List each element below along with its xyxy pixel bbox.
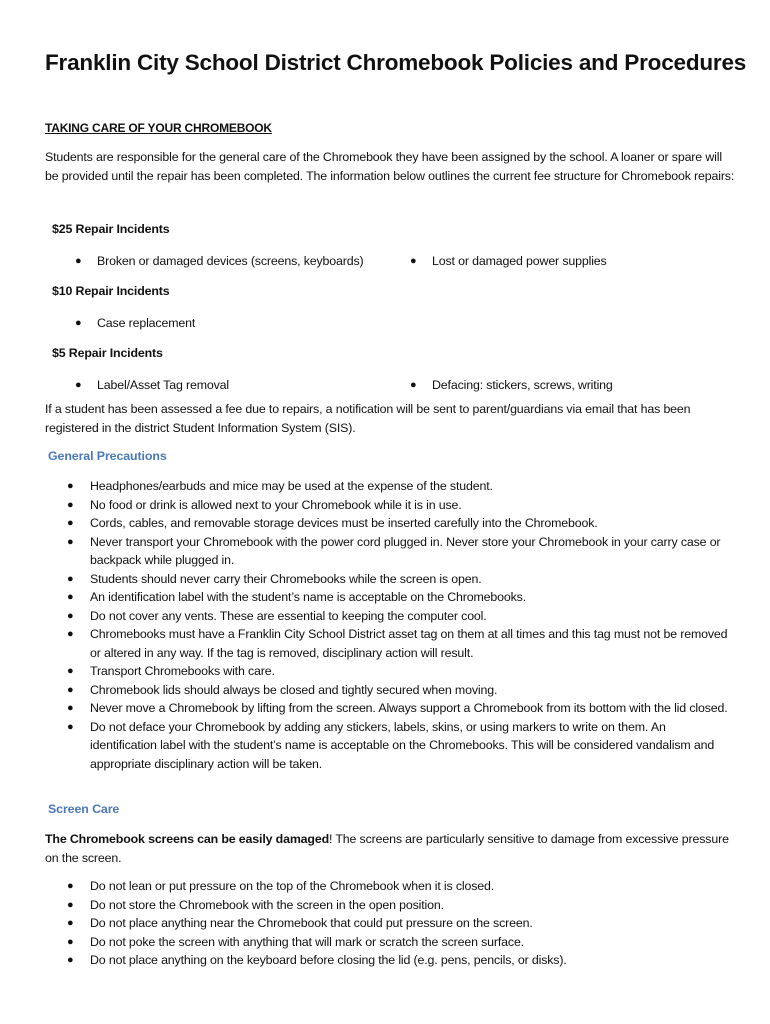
bullet-icon: ●: [67, 535, 74, 548]
list-item: ● Chromebook lids should always be closed and tightly secured when moving.: [45, 681, 735, 700]
list-item: ● An identification label with the student’s name is acceptable on the Chromebooks.: [45, 588, 735, 607]
screen-intro-bold: The Chromebook screens can be easily damaged: [45, 832, 329, 846]
fee25-label: $25 Repair Incidents: [52, 222, 170, 236]
list-item: ● Students should never carry their Chromebooks while the screen is open.: [45, 570, 735, 589]
bullet-icon: ●: [75, 379, 82, 391]
document-page: Franklin City School District Chromebook Policies and Procedures TAKING CARE OF YOUR CHROMEBOOK Students are responsible for the general care of the Chromebook they have been assigned by the school. A loaner or spare will be provided until the repair has been completed. The information below outlines the current fee structure for Chromebook repairs: $25 Repair Incidents ● Broken or damaged devices (screens, keyboards) ● Lost or damaged power supplies $10 Repair Incidents ● Case replacement $5 Repair Incidents ● Label/Asset Tag removal ● Defacing: stickers, screws, writing If a student has been assessed a fee due to repairs, a notification will be sent to parent/guardians via email that has been registered in the district Student Information System (SIS). General Precautions ● Headphones/earbuds and mice may be used at the expense of the student. ● No food or drink is allowed next to your Chromebook while it is in use. ● Cords, cables, and removable storage devices must be inserted carefully into the Chromebook. ● Never transport your Chromebook with the power cord plugged in. Never store your Chromebook in your carry case or backpack while plugged in. ● Students should never carry their Chromebooks while the screen is open. ● An identification label with the student’s name is acceptable on the Chromebooks. ● Do not cover any vents. These are essential to keeping the computer cool. ● Chromebooks must have a Franklin City School District asset tag on them at all times and this tag must not be removed or altered in any way. If the tag is removed, disciplinary action will result. ● Transport Chromebooks with care. ● Chromebook lids should always be closed and tightly secured when moving. ● Never move a Chromebook by lifting from the screen. Always support a Chromebook from its bottom with the lid closed. ● Do not deface your Chromebook by adding any stickers, labels, skins, or using markers to write on them. An identification label with the student’s name is acceptable on the Chromebooks. This will be considered vandalism and appropriate disciplinary action will be taken. Screen Care The Chromebook screens can be easily damaged! The screens are particularly sensitive to damage from excessive pressure on the screen. ● Do not lean or put pressure on the top of the Chromebook when it is closed. ● Do not store the Chromebook with the screen in the open position. ● Do not place anything near the Chromebook that could put pressure on the screen. ● Do not poke the screen with anything that will mark or scratch the screen surface. ● Do not place anything on the keyboard before closing the lid (e.g. pens, pencils, or disks).: [0, 0, 770, 1024]
care-heading: TAKING CARE OF YOUR CHROMEBOOK: [45, 121, 272, 135]
bullet-icon: ●: [410, 379, 417, 391]
bullet-icon: ●: [67, 609, 74, 622]
bullet-icon: ●: [67, 898, 74, 911]
list-item: ● Do not place anything near the Chromebook that could put pressure on the screen.: [45, 914, 735, 933]
bullet-icon: ●: [67, 917, 74, 929]
precautions-heading: General Precautions: [48, 449, 167, 463]
bullet-icon: ●: [67, 720, 74, 733]
bullet-icon: ●: [67, 480, 74, 492]
bullet-icon: ●: [67, 517, 74, 529]
bullet-icon: ●: [75, 255, 82, 267]
bullet-icon: ●: [410, 255, 417, 267]
bullet-icon: ●: [67, 935, 74, 948]
screen-care-list: [45, 877, 735, 970]
list-item: ● Do not deface your Chromebook by adding any stickers, labels, skins, or using markers to write on them. An identification label with the student’s name is acceptable on the Chromebooks. This will be considered vandalism and appropriate disciplinary action will be taken.: [67, 719, 715, 771]
list-item: ● Do not cover any vents. These are essential to keeping the computer cool.: [45, 607, 735, 626]
list-item: ● Do not lean or put pressure on the top of the Chromebook when it is closed.: [45, 877, 735, 896]
list-item: ● No food or drink is allowed next to your Chromebook while it is in use.: [45, 496, 735, 515]
bullet-icon: ●: [67, 628, 74, 640]
bullet-icon: ●: [67, 498, 74, 511]
screen-intro: [45, 830, 735, 867]
list-item: ● Never move a Chromebook by lifting from the screen. Always support a Chromebook from its bottom with the lid closed.: [45, 699, 735, 718]
list-item: ● Do not store the Chromebook with the screen in the open position.: [45, 896, 735, 915]
page-title: Franklin City School District Chromebook Policies and Procedures: [45, 50, 747, 75]
bullet-icon: ●: [75, 317, 82, 329]
list-item: ● Cords, cables, and removable storage devices must be inserted carefully into the Chromebook.: [45, 514, 735, 533]
precautions-list: [45, 477, 735, 773]
bullet-icon: ●: [67, 880, 74, 892]
list-item: ● Transport Chromebooks with care.: [45, 662, 735, 681]
list-item: ● Headphones/earbuds and mice may be used at the expense of the student.: [45, 477, 735, 496]
bullet-icon: ●: [67, 683, 74, 696]
fee-notice: If a student has been assessed a fee due to repairs, a notification will be sent to parent/guardians via email that has been registered in the district Student Information System (SIS).: [45, 402, 691, 435]
fee10-label: $10 Repair Incidents: [52, 284, 170, 298]
screen-intro-rest: ! The screens are particularly sensitive to damage from excessive pressure on the screen.: [45, 832, 729, 865]
bullet-icon: ●: [67, 702, 74, 714]
list-item: ● Never transport your Chromebook with the power cord plugged in. Never store your Chromebook in your carry case or backpack while plugged in.: [67, 534, 721, 567]
bullet-icon: ●: [67, 665, 74, 677]
list-item: ● Chromebooks must have a Franklin City School District asset tag on them at all times and this tag must not be removed or altered in any way. If the tag is removed, disciplinary action will result.: [67, 627, 728, 660]
list-item: ● Do not place anything on the keyboard before closing the lid (e.g. pens, pencils, or disks).: [45, 951, 735, 970]
care-intro: Students are responsible for the general care of the Chromebook they have been assigned by the school. A loaner or spare will be provided until the repair has been completed. The information below outlines the current fee structure for Chromebook repairs:: [45, 150, 735, 183]
screen-care-heading: Screen Care: [48, 802, 120, 816]
bullet-icon: ●: [67, 572, 74, 585]
fee5-label: $5 Repair Incidents: [52, 346, 163, 360]
list-item: ● Do not poke the screen with anything that will mark or scratch the screen surface.: [45, 933, 735, 952]
bullet-icon: ●: [67, 591, 74, 603]
bullet-icon: ●: [67, 954, 74, 966]
